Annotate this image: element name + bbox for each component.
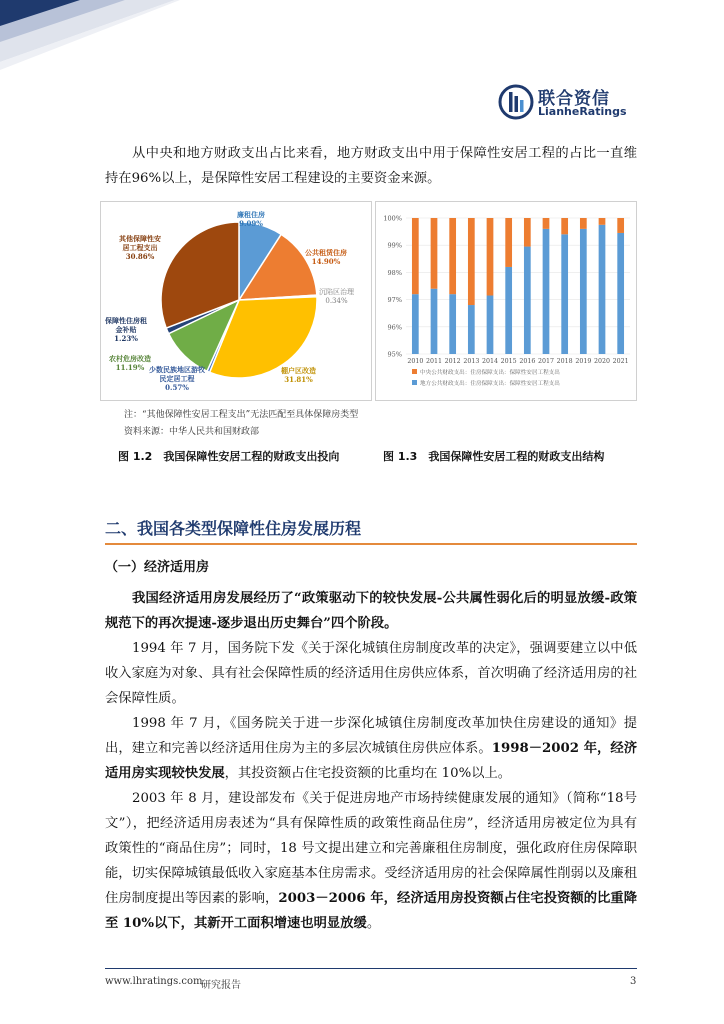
bar-local-2010 (412, 294, 419, 354)
x-tick-label: 2012 (444, 358, 461, 365)
bar-central-2021 (617, 218, 624, 233)
pie-label-weifang: 农村危房改造 11.19% (109, 354, 151, 372)
pie-label-qita: 其他保障性安 居工程支出 30.86% (119, 234, 161, 261)
bar-central-2014 (487, 218, 494, 296)
bar-local-2011 (431, 289, 438, 354)
section-title: 二、我国各类型保障性住房发展历程 (105, 519, 362, 538)
brand-logo (498, 82, 638, 122)
x-tick-label: 2020 (593, 358, 611, 365)
footer-divider (105, 968, 637, 969)
bar-central-2010 (412, 218, 419, 294)
figure-1-2-caption: 图 1.2 我国保障性安居工程的财政支出投向 (118, 450, 340, 463)
y-tick-label: 96% (387, 323, 402, 332)
legend-label-0: 中央公共财政支出：住房保障支出：保障性安居工程支出 (420, 370, 560, 376)
lianhe-logo-icon (498, 84, 534, 120)
stacked-bar-chart (376, 202, 636, 400)
figure-note: 注：“其他保障性安居工程支出”无法匹配至具体保障房类型 (124, 410, 359, 420)
bar-central-2015 (505, 218, 512, 267)
y-tick-label: 97% (387, 296, 402, 305)
bar-local-2015 (505, 267, 512, 354)
x-tick-label: 2021 (612, 358, 629, 365)
x-tick-label: 2016 (519, 358, 536, 365)
bar-central-2013 (468, 218, 475, 305)
bar-local-2020 (599, 225, 606, 354)
x-tick-label: 2014 (481, 358, 499, 365)
subsection-title: （一）经济适用房 (105, 560, 210, 575)
bar-local-2013 (468, 305, 475, 354)
paragraph-1998: 1998 年 7 月，《国务院关于进一步深化城镇住房制度改革加快住房建设的通知》提出，建立和完善以经济适用住房为主的多层次城镇住房供应体系。1998－2002 年，经济适用房实现较快发展，其投资额占住宅投资额的比重均在 10%以上。 (105, 716, 637, 781)
bar-central-2019 (580, 218, 587, 229)
x-tick-label: 2013 (463, 358, 480, 365)
bar-local-2021 (617, 233, 624, 354)
bar-central-2017 (543, 218, 550, 229)
pie-label-lianzu: 廉租住房 9.09% (237, 210, 265, 228)
bar-central-2018 (561, 218, 568, 234)
pie-chart-figure (100, 201, 372, 401)
logo-cn-text: 联合资信 (538, 89, 610, 109)
legend-swatch-0 (412, 369, 417, 374)
bar-local-2014 (487, 296, 494, 354)
bar-chart-figure (375, 201, 637, 401)
figure-1-3-caption: 图 1.3 我国保障性安居工程的财政支出结构 (383, 450, 605, 463)
paragraph-stages: 我国经济适用房发展经历了“政策驱动下的较快发展-公共属性弱化后的明显放缓-政策规范下的再次提速-逐步退出历史舞台”四个阶段。 (105, 591, 637, 631)
paragraph-2003: 2003 年 8 月，建设部发布《关于促进房地产市场持续健康发展的通知》（简称“18号文”），把经济适用房表述为“具有保障性质的政策性商品住房”，经济适用房被定位为具有政策性的“商品住房”；同时，18 号文提出建立和完善廉租住房制度，强化政府住房保障职能，切实保障城镇最低收入家庭基本住房需求。受经济适用房的社会保障属性削弱以及廉租住房制度提出等因素的影响，2003－2006 年，经济适用房投资额占住宅投资额的比重降至 10%以下，其新开工面积增速也明显放缓。 (105, 791, 637, 931)
legend-label-1: 地方公共财政支出：住房保障支出：保障性安居工程支出 (420, 381, 560, 387)
bar-central-2020 (599, 218, 606, 225)
y-tick-label: 95% (387, 350, 402, 359)
bar-central-2012 (449, 218, 456, 294)
bar-local-2019 (580, 229, 587, 354)
pie-label-gongzu: 公共租赁住房 14.90% (305, 248, 347, 266)
y-tick-label: 98% (387, 268, 402, 277)
x-tick-label: 2018 (556, 358, 573, 365)
pie-label-penghu: 棚户区改造 31.81% (281, 366, 316, 384)
bar-local-2018 (561, 234, 568, 354)
corner-decoration (0, 0, 180, 120)
intro-paragraph: 从中央和地方财政支出占比来看，地方财政支出中用于保障性安居工程的占比一直维持在96%以上，是保障性安居工程建设的主要资金来源。 (105, 146, 637, 186)
legend-swatch-1 (412, 380, 417, 385)
paragraph-1994: 1994 年 7 月，国务院下发《关于深化城镇住房制度改革的决定》，强调要建立以中低收入家庭为对象、具有社会保障性质的经济适用住房供应体系，首次明确了经济适用房的社会保障性质。 (105, 641, 637, 706)
pie-label-youmu: 少数民族地区游牧 民定居工程 0.57% (149, 365, 205, 392)
y-tick-label: 99% (387, 241, 402, 250)
bar-local-2016 (524, 247, 531, 354)
x-tick-label: 2019 (575, 358, 592, 365)
y-tick-label: 100% (383, 214, 402, 223)
page-number: 3 (630, 976, 637, 987)
pie-label-chenxian: 沉陷区治理 0.34% (319, 288, 354, 305)
bar-central-2016 (524, 218, 531, 247)
figure-source: 资料来源：中华人民共和国财政部 (124, 427, 260, 437)
pie-label-zujin: 保障性住房租 金补贴 1.23% (105, 316, 147, 343)
bar-local-2017 (543, 229, 550, 354)
logo-en-text: LianheRatings (538, 105, 627, 118)
section-divider (105, 543, 637, 545)
x-tick-label: 2010 (407, 358, 424, 365)
footer-doc-type: 研究报告 (201, 980, 241, 991)
x-tick-label: 2017 (537, 358, 555, 365)
x-tick-label: 2011 (425, 358, 443, 365)
x-tick-label: 2015 (500, 358, 517, 365)
footer-website[interactable]: www.lhratings.com (105, 976, 203, 987)
bar-local-2012 (449, 294, 456, 354)
bar-central-2011 (431, 218, 438, 289)
